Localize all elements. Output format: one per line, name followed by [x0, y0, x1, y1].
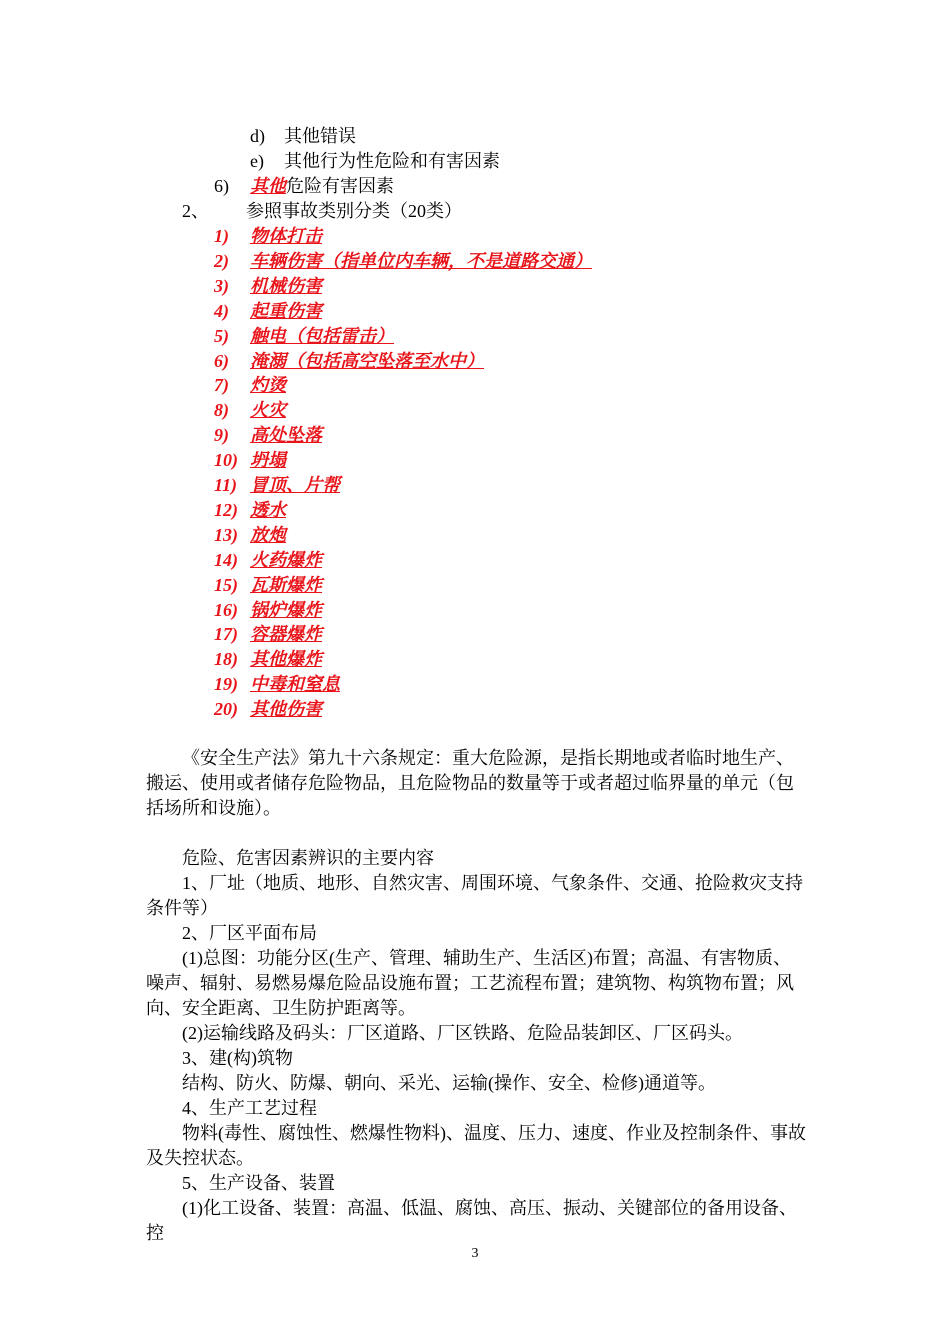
category-num: 13) — [214, 524, 238, 545]
category-text: 高处坠落 — [250, 425, 322, 446]
category-num: 17) — [214, 624, 238, 645]
category-num: 1) — [214, 226, 229, 246]
category-text: 冒顶、片帮 — [250, 475, 340, 495]
category-text: 火药爆炸 — [250, 549, 322, 570]
category-num: 6) — [214, 350, 229, 371]
section-heading-2 — [182, 199, 462, 224]
paragraph-text: 2、厂区平面布局 — [182, 923, 317, 943]
content-p10 — [146, 1196, 806, 1246]
category-text: 起重伤害 — [250, 300, 322, 321]
category-text: 物体打击 — [250, 226, 322, 246]
category-num: 20) — [214, 699, 238, 720]
law-paragraph — [146, 746, 806, 821]
content-p4 — [146, 1021, 806, 1046]
list-num: d) — [250, 126, 265, 146]
section-title: 参照事故类别分类（20类） — [246, 201, 462, 221]
content-p2 — [146, 921, 806, 946]
category-num: 14) — [214, 549, 238, 570]
category-num: 16) — [214, 599, 238, 620]
category-text: 坍塌 — [250, 450, 286, 471]
category-num: 9) — [214, 425, 229, 446]
content-p9 — [146, 1171, 806, 1196]
paragraph-text: 1、厂址（地质、地形、自然灾害、周围环境、气象条件、交通、抢险救灾支持条件等） — [146, 873, 803, 918]
content-p5 — [146, 1046, 806, 1071]
paragraph-text: (1)化工设备、装置：高温、低温、腐蚀、高压、振动、关键部位的备用设备、控 — [146, 1198, 797, 1243]
paragraph-text: 物料(毒性、腐蚀性、燃爆性物料)、温度、压力、速度、作业及控制条件、事故及失控状态。 — [146, 1123, 806, 1168]
category-num: 3) — [214, 275, 229, 296]
list-text: 危险有害因素 — [286, 176, 394, 196]
list-text: 其他错误 — [284, 126, 356, 146]
paragraph-text: 结构、防火、防爆、朝向、采光、运输(操作、安全、检修)通道等。 — [182, 1073, 716, 1093]
content-p6 — [146, 1071, 806, 1096]
category-num: 15) — [214, 574, 238, 595]
category-text: 其他伤害 — [250, 699, 322, 720]
list-item-e — [250, 149, 500, 174]
category-text: 放炮 — [250, 524, 286, 545]
paragraph-text: 3、建(构)筑物 — [182, 1048, 293, 1068]
category-text: 淹溺（包括高空坠落至水中） — [250, 350, 484, 371]
category-num: 4) — [214, 300, 229, 321]
content-p3 — [146, 946, 806, 1021]
category-text: 车辆伤害（指单位内车辆，不是道路交通） — [250, 250, 592, 271]
category-text: 中毒和窒息 — [250, 674, 340, 695]
highlight-text: 其他 — [250, 176, 286, 196]
law-text: 《安全生产法》第九十六条规定：重大危险源，是指长期地或者临时地生产、搬运、使用或者储存危险物品，且危险物品的数量等于或者超过临界量的单元（包括场所和设施）。 — [146, 748, 794, 818]
list-item-6 — [214, 174, 394, 199]
category-text: 瓦斯爆炸 — [250, 574, 322, 595]
list-item-d — [250, 124, 356, 149]
category-num: 2) — [214, 250, 229, 271]
category-num: 18) — [214, 649, 238, 670]
content-p8 — [146, 1121, 806, 1171]
paragraph-text: (1)总图：功能分区(生产、管理、辅助生产、生活区)布置；高温、有害物质、噪声、辐射、易燃易爆危险品设施布置；工艺流程布置；建筑物、构筑物布置；风向、安全距离、卫生防护距离等。 — [146, 948, 794, 1018]
category-num: 11) — [214, 475, 238, 495]
category-num: 5) — [214, 325, 229, 346]
content-p7 — [146, 1096, 806, 1121]
paragraph-text: (2)运输线路及码头：厂区道路、厂区铁路、危险品装卸区、厂区码头。 — [182, 1023, 743, 1043]
list-text: 其他行为性危险和有害因素 — [284, 151, 500, 171]
page-number: 3 — [471, 1246, 479, 1261]
list-num: 6) — [214, 176, 229, 196]
category-text: 容器爆炸 — [250, 624, 322, 645]
heading-text: 危险、危害因素辨识的主要内容 — [182, 848, 434, 868]
category-text: 触电（包括雷击） — [250, 325, 394, 346]
content-heading — [146, 846, 806, 871]
category-text: 其他爆炸 — [250, 649, 322, 670]
section-num: 2、 — [182, 201, 209, 221]
category-text: 透水 — [250, 499, 286, 520]
category-num: 7) — [214, 375, 229, 396]
category-num: 12) — [214, 499, 238, 520]
content-p1 — [146, 871, 806, 921]
category-num: 8) — [214, 400, 229, 421]
category-text: 灼烫 — [250, 375, 286, 396]
paragraph-text: 5、生产设备、装置 — [182, 1173, 335, 1193]
category-text: 机械伤害 — [250, 275, 322, 296]
category-num: 10) — [214, 450, 238, 471]
paragraph-text: 4、生产工艺过程 — [182, 1098, 317, 1118]
category-text: 火灾 — [250, 400, 286, 421]
category-text: 锅炉爆炸 — [250, 599, 322, 620]
category-num: 19) — [214, 674, 238, 695]
list-num: e) — [250, 151, 264, 171]
